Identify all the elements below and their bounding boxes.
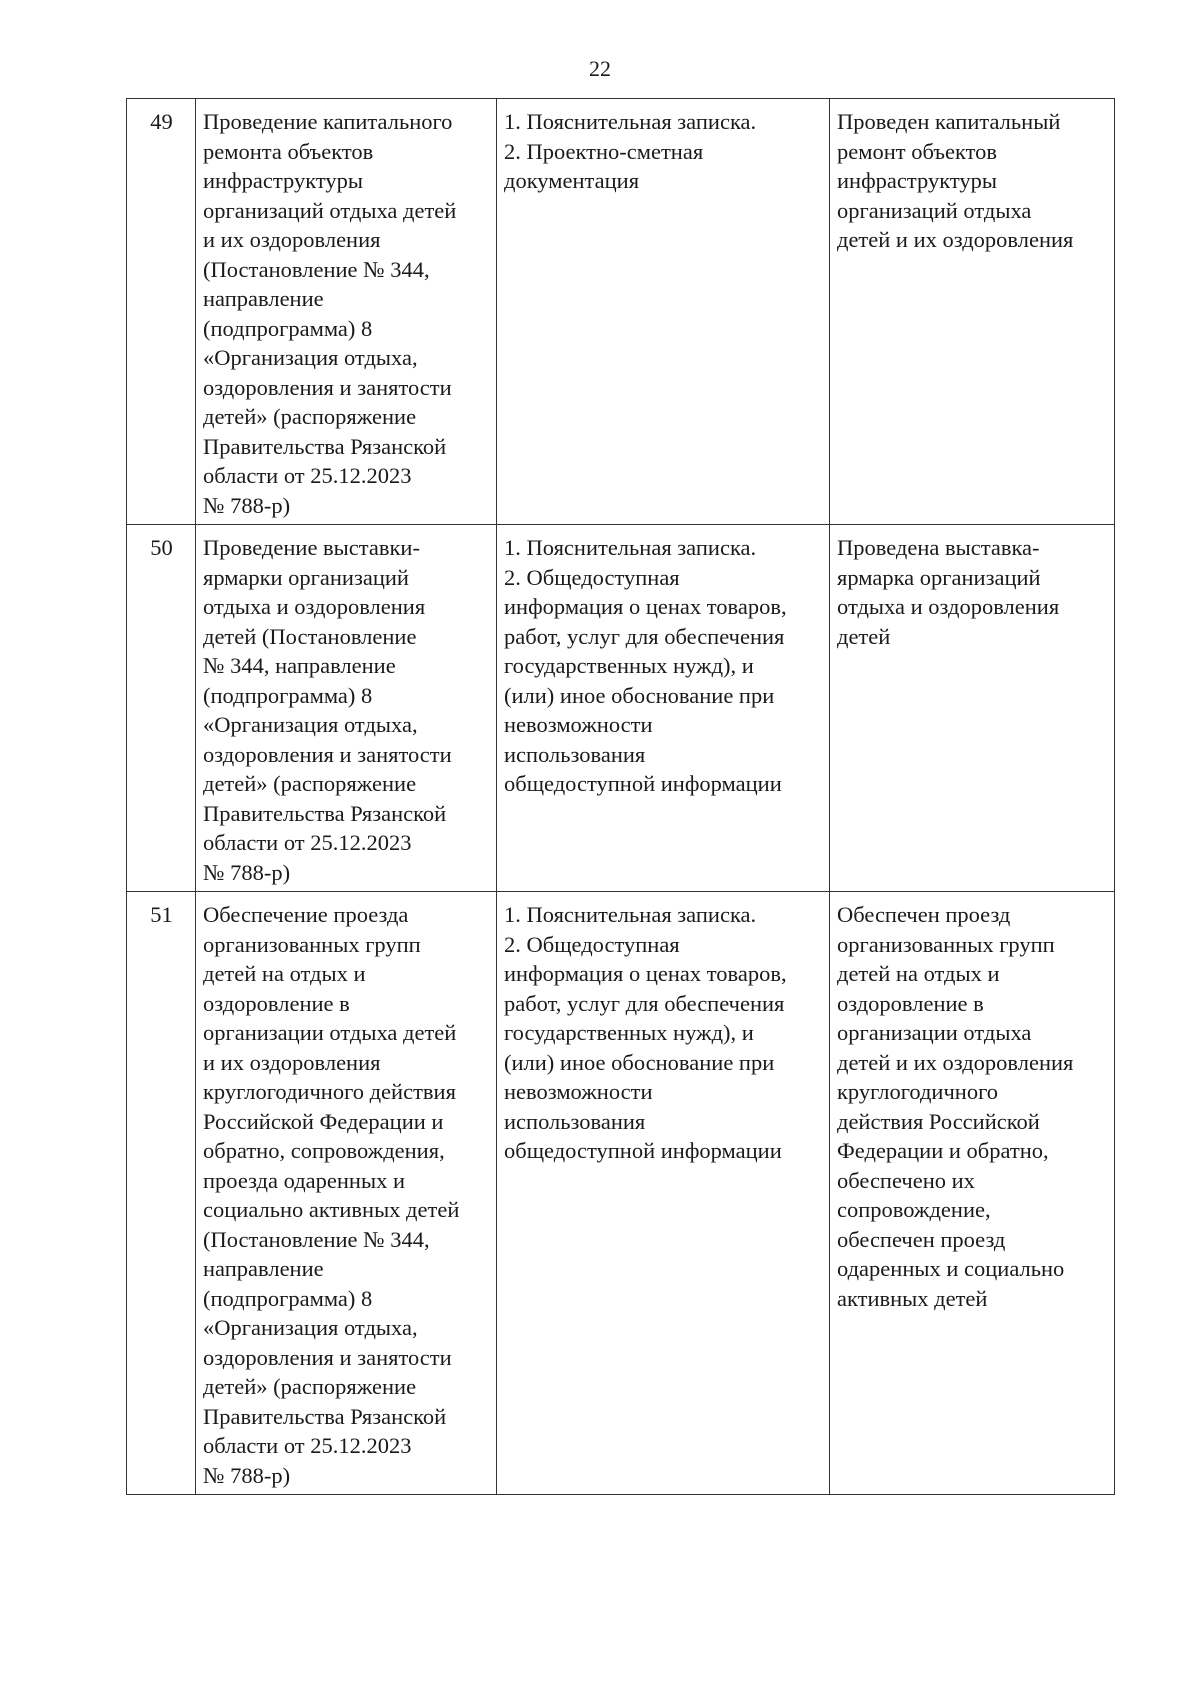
result-line: обеспечено их [837,1167,975,1193]
event-line: детей на отдых и [203,961,366,986]
result-line: Проведена выставка- [837,535,1040,560]
event-line: организаций отдыха детей [203,197,457,223]
event-line: «Организация отдыха, [203,1315,418,1340]
event-line: (Постановление № 344, [203,256,430,282]
event-line: проезда одаренных и [203,1167,406,1193]
event-line: и их оздоровления [203,227,381,252]
document-line: использования [504,1108,646,1134]
expected-result-cell [830,525,1115,892]
event-line: (подпрограмма) 8 [203,1285,373,1311]
document-line: общедоступной информации [504,1138,782,1163]
document-line: работ, услуг для обеспечения [504,623,785,649]
event-line: детей (Постановление [203,623,417,649]
document-line: 1. Пояснительная записка. [504,109,757,134]
event-line: Проведение капитального [203,109,453,134]
event-line: области от 25.12.2023 [203,1433,412,1458]
event-line: детей» (распоряжение [203,1374,417,1399]
document-line: невозможности [504,712,653,737]
result-line: детей и их оздоровления [837,1049,1074,1075]
document-line: (или) иное обоснование при [504,1049,775,1075]
event-line: (подпрограмма) 8 [203,315,373,341]
document-line: (или) иное обоснование при [504,682,775,708]
result-line: круглогодичного [837,1079,998,1104]
event-line: инфраструктуры [203,168,363,193]
document-line: 2. Общедоступная [504,564,680,590]
row-number-cell: 51 [127,892,196,1495]
event-description-cell [196,892,497,1495]
table-row [127,525,1115,892]
event-line: направление [203,286,324,311]
result-line: Обеспечен проезд [837,902,1011,927]
result-line: оздоровление в [837,990,984,1016]
event-line: области от 25.12.2023 [203,830,412,855]
event-description-cell [196,99,497,525]
event-line: и их оздоровления [203,1049,381,1075]
document-line: информация о ценах товаров, [504,594,787,619]
result-line: Федерации и обратно, [837,1138,1049,1163]
expected-result-cell [830,99,1115,525]
result-line: организаций отдыха [837,197,1032,223]
event-line: оздоровления и занятости [203,1344,452,1370]
document-line: документация [504,168,640,193]
event-line: детей» (распоряжение [203,404,417,429]
event-line: «Организация отдыха, [203,345,418,370]
document-line: работ, услуг для обеспечения [504,990,785,1016]
event-line: (Постановление № 344, [203,1226,430,1252]
result-line: отдыха и оздоровления [837,594,1060,619]
page-number: 22 [589,56,611,81]
event-line: № 788-р) [203,859,291,885]
table-row [127,99,1115,525]
document-line: использования [504,741,646,767]
result-line: сопровождение, [837,1197,991,1222]
result-line: детей [837,623,891,649]
measures-table [126,98,1115,1495]
event-line: Правительства Рязанской [203,433,447,459]
event-line: направление [203,1256,324,1281]
expected-result-cell [830,892,1115,1495]
result-line: детей и их оздоровления [837,227,1074,252]
event-line: ярмарки организаций [203,564,409,590]
table-row [127,892,1115,1495]
result-line: организованных групп [837,931,1055,957]
supporting-documents-cell [497,525,830,892]
supporting-documents-cell [497,892,830,1495]
result-line: обеспечен проезд [837,1226,1006,1252]
result-line: организации отдыха [837,1020,1032,1045]
event-line: Российской Федерации и [203,1108,444,1134]
event-line: ремонта объектов [203,138,374,164]
row-number-cell: 50 [127,525,196,892]
event-line: Обеспечение проезда [203,902,409,927]
result-line: Проведен капитальный [837,109,1061,134]
event-line: организованных групп [203,931,421,957]
row-number-cell: 49 [127,99,196,525]
table-body [127,99,1115,1495]
event-line: № 344, направление [203,653,396,678]
result-line: одаренных и социально [837,1256,1065,1281]
event-line: «Организация отдыха, [203,712,418,737]
result-line: детей на отдых и [837,961,1000,986]
result-line: действия Российской [837,1108,1040,1134]
document-line: государственных нужд), и [504,1020,754,1045]
supporting-documents-cell [497,99,830,525]
document-line: 1. Пояснительная записка. [504,902,757,927]
document-line: невозможности [504,1079,653,1104]
event-line: оздоровления и занятости [203,374,452,400]
document-line: информация о ценах товаров, [504,961,787,986]
event-line: круглогодичного действия [203,1079,456,1104]
document-line: государственных нужд), и [504,653,754,678]
event-line: (подпрограмма) 8 [203,682,373,708]
event-line: № 788-р) [203,492,291,518]
event-line: оздоровления и занятости [203,741,452,767]
event-line: отдыха и оздоровления [203,594,426,619]
event-line: оздоровление в [203,990,350,1016]
event-line: обратно, сопровождения, [203,1138,445,1163]
event-description-cell [196,525,497,892]
event-line: Проведение выставки- [203,535,420,560]
result-line: инфраструктуры [837,168,997,193]
event-line: организации отдыха детей [203,1020,457,1045]
event-line: Правительства Рязанской [203,800,447,826]
result-line: ремонт объектов [837,138,998,164]
document-line: общедоступной информации [504,771,782,796]
document-line: 2. Проектно-сметная [504,138,704,164]
event-line: области от 25.12.2023 [203,463,412,488]
result-line: активных детей [837,1285,988,1311]
event-line: детей» (распоряжение [203,771,417,796]
event-line: № 788-р) [203,1462,291,1488]
event-line: социально активных детей [203,1197,460,1222]
document-line: 1. Пояснительная записка. [504,535,757,560]
document-line: 2. Общедоступная [504,931,680,957]
event-line: Правительства Рязанской [203,1403,447,1429]
result-line: ярмарка организаций [837,564,1041,590]
